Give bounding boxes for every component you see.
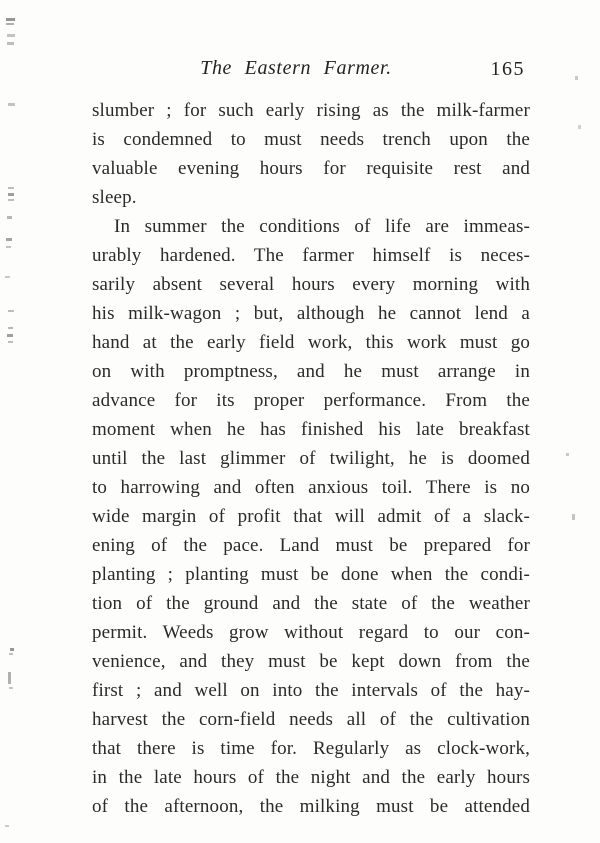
scan-speckle <box>566 453 569 456</box>
text-line: until the last glimmer of twilight, he is doomed <box>92 448 530 469</box>
text-line: on with promptness, and he must arrange in <box>92 361 530 382</box>
text-line: permit. Weeds grow without regard to our con- <box>92 622 530 643</box>
text-line: that there is time for. Regularly as clock-work, <box>92 738 530 759</box>
scan-speckle <box>8 341 13 343</box>
scan-speckle <box>5 276 10 278</box>
text-line: first ; and well on into the intervals of the hay- <box>92 680 530 701</box>
text-line: harvest the corn-field needs all of the cultivation <box>92 709 530 730</box>
text-line: planting ; planting must be done when the condi- <box>92 564 530 585</box>
scan-speckle <box>572 514 575 520</box>
scan-speckle <box>5 825 9 827</box>
text-line: tion of the ground and the state of the weather <box>92 593 530 614</box>
text-line: advance for its proper performance. From the <box>92 390 530 411</box>
page-header <box>92 57 530 83</box>
scan-speckle <box>7 334 13 337</box>
scan-speckle <box>7 34 15 37</box>
text-line: sleep. <box>92 187 137 208</box>
text-line: to harrowing and often anxious toil. There is no <box>92 477 530 498</box>
scan-speckle <box>7 216 12 219</box>
text-line: moment when he has finished his late breakfast <box>92 419 530 440</box>
text-line: ening of the pace. Land must be prepared for <box>92 535 530 556</box>
text-line: urably hardened. The farmer himself is neces- <box>92 245 530 266</box>
scan-speckle <box>575 76 578 80</box>
scan-speckle <box>8 327 13 329</box>
page-body <box>92 96 530 821</box>
scan-speckle <box>10 648 14 651</box>
scan-speckle <box>8 187 14 189</box>
text-line: slumber ; for such early rising as the milk-farmer <box>92 100 530 121</box>
paragraph <box>92 212 530 821</box>
text-line: wide margin of profit that will admit of a slack- <box>92 506 530 527</box>
scan-speckle <box>578 125 581 129</box>
text-line: his milk-wagon ; but, although he cannot lend a <box>92 303 530 324</box>
scan-speckle <box>9 653 13 655</box>
text-line: in the late hours of the night and the early hours <box>92 767 530 788</box>
text-line: In summer the conditions of life are immeas- <box>114 216 530 237</box>
scan-speckle <box>6 18 15 21</box>
scan-speckle <box>8 310 14 312</box>
scan-speckle <box>8 672 11 684</box>
scan-speckle <box>7 42 14 45</box>
paragraph <box>92 96 530 212</box>
text-line: valuable evening hours for requisite rest and <box>92 158 530 179</box>
running-title: The Eastern Farmer. <box>200 57 392 79</box>
page-number: 165 <box>490 58 525 80</box>
text-line: venience, and they must be kept down from the <box>92 651 530 672</box>
scan-speckle <box>6 238 12 241</box>
text-line: hand at the early field work, this work must go <box>92 332 530 353</box>
text-line: is condemned to must needs trench upon the <box>92 129 530 150</box>
scan-speckle <box>6 246 11 248</box>
text-line: of the afternoon, the milking must be attended <box>92 796 530 817</box>
scan-speckle <box>6 23 14 25</box>
scan-speckle <box>8 193 14 196</box>
scan-speckle <box>9 687 13 689</box>
scan-speckle <box>8 199 14 201</box>
scan-speckle <box>8 103 15 106</box>
text-line: sarily absent several hours every morning with <box>92 274 530 295</box>
